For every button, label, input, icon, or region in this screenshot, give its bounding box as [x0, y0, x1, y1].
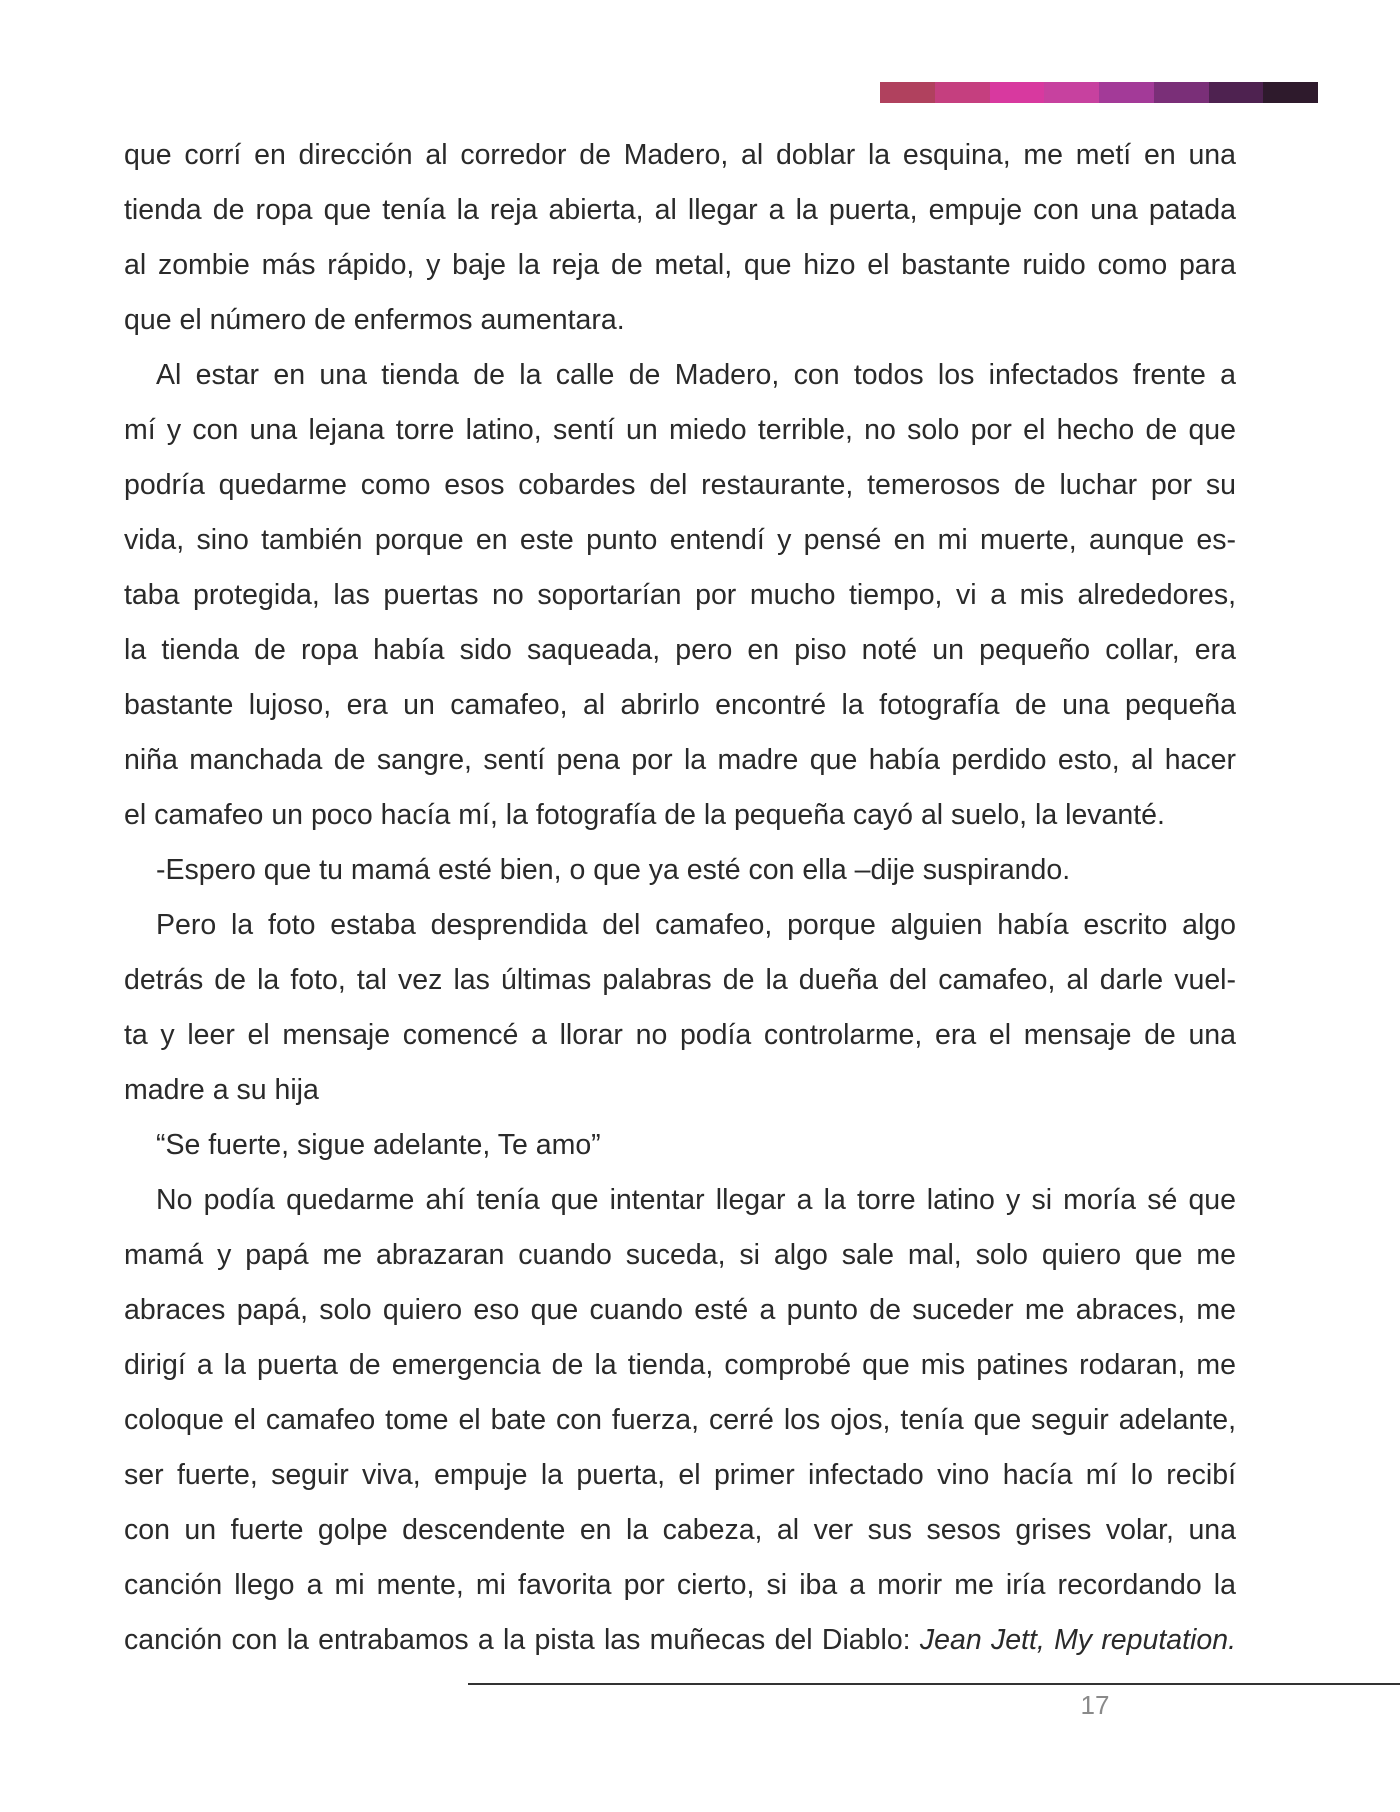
song-title: Jean Jett, My reputation. — [919, 1624, 1237, 1656]
text-line: -Espero que tu mamá esté bien, o que ya esté con ella –dije suspirando. — [156, 854, 1071, 886]
text-line: vida, sino también porque en este punto entendí y pensé en mi muerte, aunque es- — [124, 524, 1236, 556]
text-line: canción llego a mi mente, mi favorita por cierto, si iba a morir me iría recordando la — [124, 1569, 1236, 1601]
body-text — [124, 128, 1236, 1668]
text-line: coloque el camafeo tome el bate con fuerza, cerré los ojos, tenía que seguir adelante, — [124, 1404, 1236, 1436]
color-bar-segment — [990, 82, 1045, 103]
color-bar-segment — [935, 82, 990, 103]
color-bar-segment — [1263, 82, 1318, 103]
footer-rule — [468, 1683, 1400, 1685]
text-line: niña manchada de sangre, sentí pena por la madre que había perdido esto, al hacer — [124, 744, 1236, 776]
text-line: mamá y papá me abrazaran cuando suceda, si algo sale mal, solo quiero que me — [124, 1239, 1236, 1271]
text-line: tienda de ropa que tenía la reja abierta, al llegar a la puerta, empuje con una patada — [124, 194, 1236, 226]
color-bar-segment — [1209, 82, 1264, 103]
color-bar-segment — [1154, 82, 1209, 103]
text-line: con un fuerte golpe descendente en la cabeza, al ver sus sesos grises volar, una — [124, 1514, 1236, 1546]
text-line: Al estar en una tienda de la calle de Madero, con todos los infectados frente a — [156, 359, 1236, 391]
text-line: que corrí en dirección al corredor de Madero, al doblar la esquina, me metí en una — [124, 139, 1236, 171]
text-line: que el número de enfermos aumentara. — [124, 304, 625, 336]
text-line: mí y con una lejana torre latino, sentí un miedo terrible, no solo por el hecho de que — [124, 414, 1236, 446]
color-bar-segment — [1044, 82, 1099, 103]
text-line: taba protegida, las puertas no soportarían por mucho tiempo, vi a mis alrededores, — [124, 579, 1236, 611]
color-bar-segment — [880, 82, 935, 103]
text-line: “Se fuerte, sigue adelante, Te amo” — [156, 1129, 601, 1161]
text-line: la tienda de ropa había sido saqueada, pero en piso noté un pequeño collar, era — [124, 634, 1236, 666]
text-line: podría quedarme como esos cobardes del restaurante, temerosos de luchar por su — [124, 469, 1236, 501]
text-line: dirigí a la puerta de emergencia de la tienda, comprobé que mis patines rodaran, me — [124, 1349, 1236, 1381]
page-number: 17 — [1080, 1690, 1110, 1720]
text-line: al zombie más rápido, y baje la reja de metal, que hizo el bastante ruido como para — [124, 249, 1236, 281]
text-line-regular: canción con la entrabamos a la pista las muñecas del Diablo: — [124, 1624, 911, 1656]
text-line: ser fuerte, seguir viva, empuje la puerta, el primer infectado vino hacía mí lo recibí — [124, 1459, 1236, 1491]
text-line: abraces papá, solo quiero eso que cuando esté a punto de suceder me abraces, me — [124, 1294, 1236, 1326]
text-line: ta y leer el mensaje comencé a llorar no podía controlarme, era el mensaje de una — [124, 1019, 1236, 1051]
text-line-last — [124, 1613, 1236, 1668]
header-color-bar — [880, 82, 1318, 103]
text-line: No podía quedarme ahí tenía que intentar llegar a la torre latino y si moría sé que — [156, 1184, 1236, 1216]
text-line: bastante lujoso, era un camafeo, al abrirlo encontré la fotografía de una pequeña — [124, 689, 1236, 721]
color-bar-segment — [1099, 82, 1154, 103]
text-line: detrás de la foto, tal vez las últimas palabras de la dueña del camafeo, al darle vuel- — [124, 964, 1236, 996]
text-line: madre a su hija — [124, 1074, 319, 1106]
text-line: Pero la foto estaba desprendida del camafeo, porque alguien había escrito algo — [156, 909, 1236, 941]
text-line: el camafeo un poco hacía mí, la fotografía de la pequeña cayó al suelo, la levanté. — [124, 799, 1165, 831]
